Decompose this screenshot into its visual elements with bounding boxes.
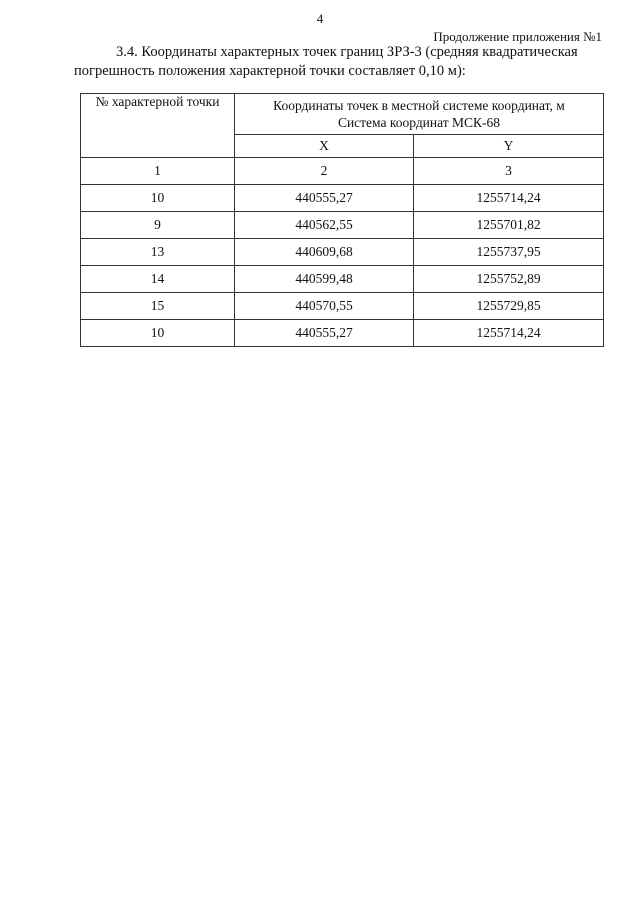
x-coordinate-cell: 440562,55 <box>235 212 414 239</box>
appendix-continuation-label: Продолжение приложения №1 <box>433 29 602 44</box>
section-intro-line-2: погрешность положения характерной точки составляет 0,10 м): <box>74 63 466 79</box>
point-number-cell: 13 <box>81 239 235 266</box>
header-coordinates-line-1: Координаты точек в местной системе координат, м <box>273 98 565 113</box>
x-coordinate-cell: 440570,55 <box>235 293 414 320</box>
column-number-3: 3 <box>414 158 604 185</box>
x-coordinate-cell: 440555,27 <box>235 185 414 212</box>
x-coordinate-cell: 440555,27 <box>235 320 414 347</box>
point-number-cell: 10 <box>81 320 235 347</box>
y-coordinate-cell: 1255729,85 <box>414 293 604 320</box>
table-header-row <box>81 94 604 135</box>
y-coordinate-cell: 1255737,95 <box>414 239 604 266</box>
point-number-cell: 10 <box>81 185 235 212</box>
header-x: X <box>235 135 414 158</box>
y-coordinate-cell: 1255752,89 <box>414 266 604 293</box>
column-number-2: 2 <box>235 158 414 185</box>
point-number-cell: 9 <box>81 212 235 239</box>
header-coordinates-group <box>235 94 604 135</box>
column-number-row <box>81 158 604 185</box>
point-number-cell: 14 <box>81 266 235 293</box>
y-coordinate-cell: 1255701,82 <box>414 212 604 239</box>
x-coordinate-cell: 440609,68 <box>235 239 414 266</box>
table-row <box>81 212 604 239</box>
y-coordinate-cell: 1255714,24 <box>414 185 604 212</box>
header-coordinates-line-2: Система координат МСК-68 <box>337 115 501 130</box>
table-row <box>81 266 604 293</box>
y-coordinate-cell: 1255714,24 <box>414 320 604 347</box>
point-number-cell: 15 <box>81 293 235 320</box>
table-row <box>81 185 604 212</box>
table-row <box>81 320 604 347</box>
table-row <box>81 293 604 320</box>
section-intro <box>74 43 602 81</box>
column-number-1: 1 <box>81 158 235 185</box>
header-y: Y <box>414 135 604 158</box>
header-point-number: № характерной точки <box>81 94 235 158</box>
table-row <box>81 239 604 266</box>
coordinates-table <box>80 93 604 347</box>
x-coordinate-cell: 440599,48 <box>235 266 414 293</box>
section-intro-line-1: 3.4. Координаты характерных точек границ ЗРЗ-3 (средняя квадратическая <box>116 44 578 60</box>
page-number: 4 <box>316 11 324 26</box>
